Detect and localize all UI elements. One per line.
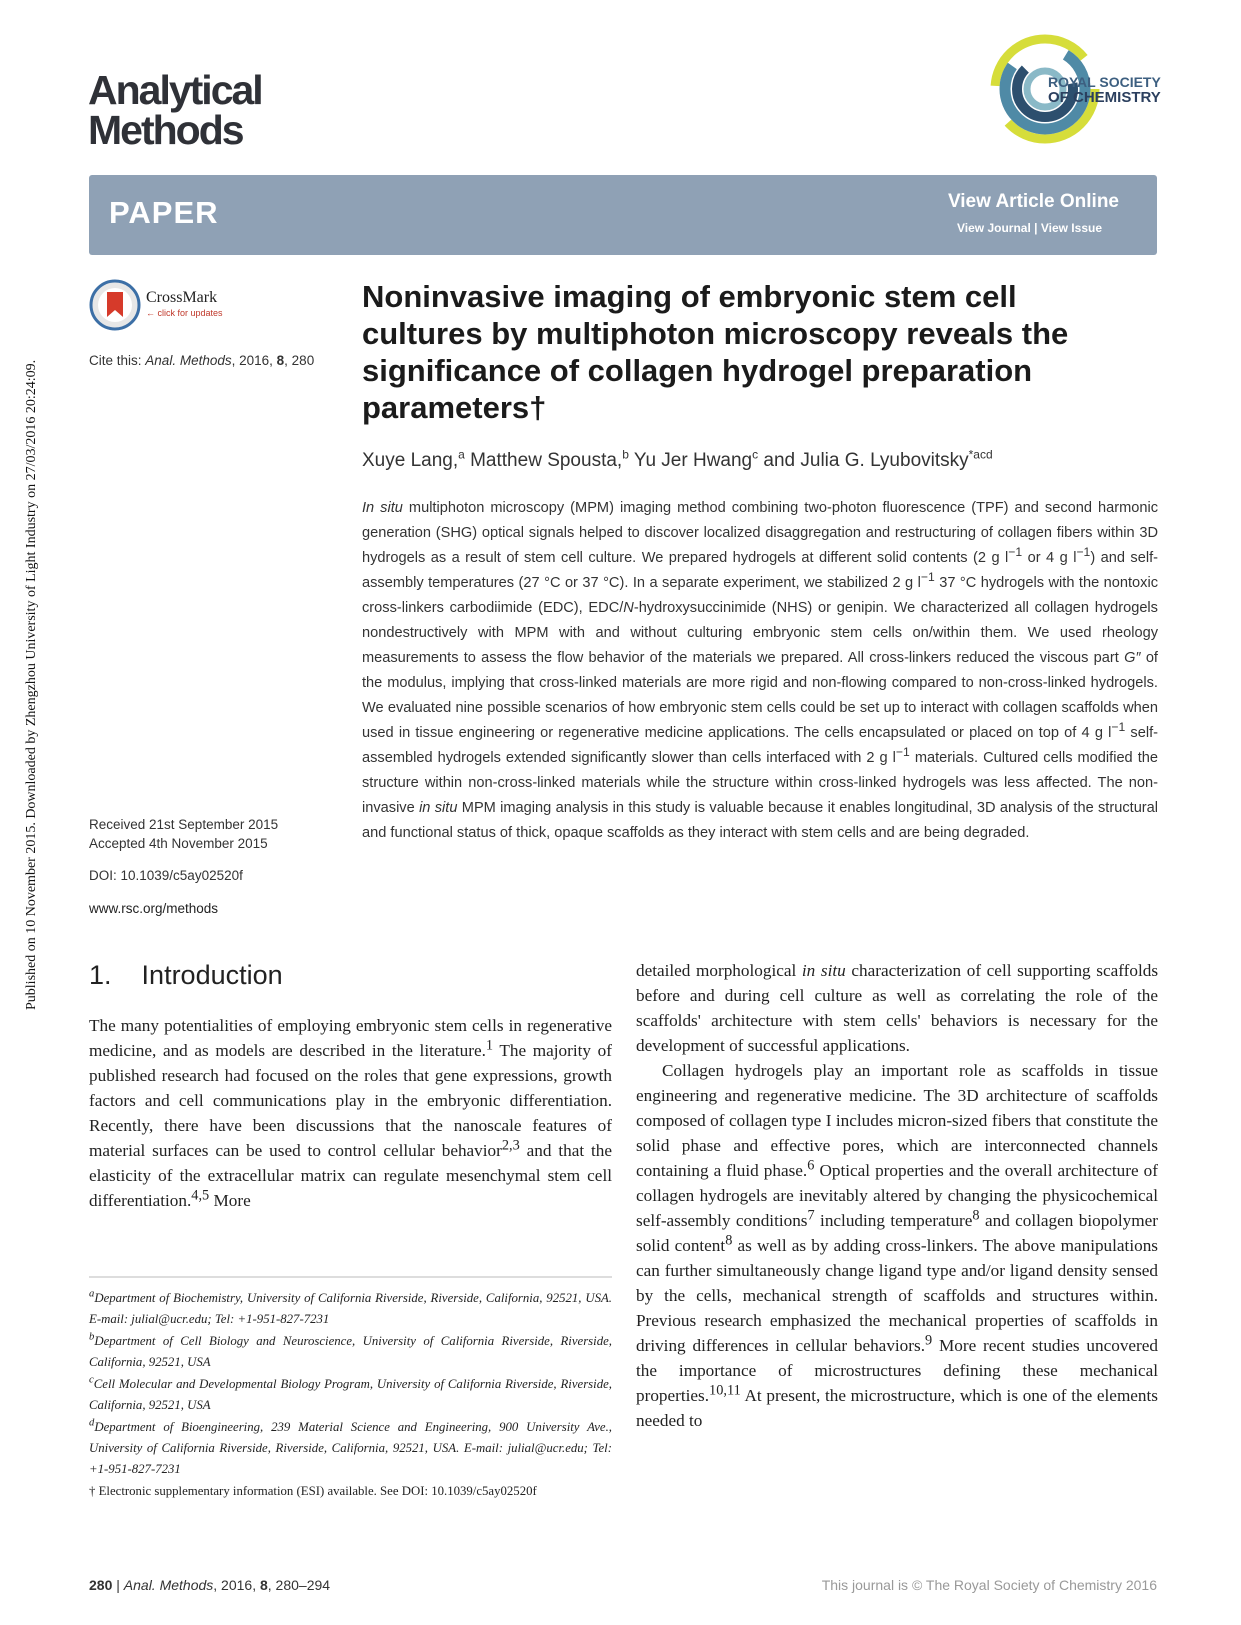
body-text: including temperature xyxy=(814,1211,973,1230)
journal-title[interactable] xyxy=(88,67,262,153)
cite-year: , 2016, xyxy=(231,353,277,368)
section-title: Introduction xyxy=(141,960,283,990)
abstract-text: materials. Cultured cells modified the structure within non-cross-linked materials while the structure within cross-linked hydrogels was less affected. The non-invasive xyxy=(362,750,1158,816)
article-title: Noninvasive imaging of embryonic stem cell cultures by multiphoton microscopy reveals the significance of collagen hydrogel preparation parameters† xyxy=(362,279,1069,425)
footer-pages: , 280–294 xyxy=(267,1577,331,1593)
abstract-sup: −1 xyxy=(920,570,935,585)
journal-website-link[interactable]: www.rsc.org/methods xyxy=(89,901,219,916)
body-text: Collagen hydrogels play an important role as scaffolds in tissue engineering and regenerative medicine. The 3D architecture of scaffolds composed of collagen type I includes micron-sized fibers that constitute the solid phase and effective pores, which are interconnected channels containing a fluid phase. xyxy=(636,1061,1158,1180)
abstract-text: -hydroxysuccinimide (NHS) or genipin. We characterized all collagen hydrogels nondestructively with MPM with and without culturing embryonic stem cells on/within them. We used rheology measurements to assess the flow behavior of the materials we prepared. All cross-linkers reduced the viscous part xyxy=(362,600,1158,666)
author-name: Matthew Spousta, xyxy=(464,450,623,471)
abstract-italic: N xyxy=(623,600,634,616)
abstract-text: or 4 g l xyxy=(1022,550,1077,566)
abstract-sup: −1 xyxy=(1111,720,1126,735)
citation-ref[interactable]: 8 xyxy=(972,1207,980,1224)
citation-ref[interactable]: 9 xyxy=(925,1332,933,1349)
abstract-sup: −1 xyxy=(895,745,910,760)
body-text: and that the elasticity of the extracellular matrix can regulate mesenchymal stem cell differentiation. xyxy=(89,1141,612,1210)
abstract xyxy=(362,496,1158,846)
citation-ref[interactable]: 2,3 xyxy=(501,1137,520,1154)
footnote-esi: † Electronic supplementary information (ESI) available. See DOI: 10.1039/c5ay02520f xyxy=(89,1484,537,1498)
link-separator: | xyxy=(1034,221,1038,235)
footnote-b xyxy=(89,1331,612,1373)
abstract-text: MPM imaging analysis in this study is valuable because it enables longitudinal, 3D analysis of the structural and functional status of thick, opaque scaffolds as they interact with stem cells and are being degraded. xyxy=(362,800,1159,841)
footnote-d xyxy=(89,1417,612,1480)
page-number: 280 xyxy=(89,1577,113,1593)
citation-ref[interactable]: 10,11 xyxy=(709,1382,741,1399)
abstract-sup: −1 xyxy=(1008,545,1023,560)
accepted-date: Accepted 4th November 2015 xyxy=(89,836,268,851)
rsc-name xyxy=(1048,75,1161,105)
footnote-text: Department of Biochemistry, University of California Riverside, Riverside, California, 92521, USA. E-mail: julial@ucr.edu; Tel: +1-951-827-7231 xyxy=(89,1291,612,1326)
abstract-italic: in situ xyxy=(419,800,458,816)
footer-sep: | xyxy=(112,1577,124,1593)
view-issue-link[interactable]: View Issue xyxy=(1040,221,1102,235)
body-text: More recent studies uncovered the importance of microstructures defining these mechanical properties. xyxy=(636,1336,1158,1405)
journal-title-line1: Analytical xyxy=(88,67,262,113)
footnote-mark: d xyxy=(89,1417,95,1429)
download-note xyxy=(6,250,39,1010)
section-heading xyxy=(89,960,283,991)
author-list xyxy=(362,447,1152,472)
intro-paragraph-1 xyxy=(89,1013,612,1213)
cite-journal: Anal. Methods xyxy=(145,353,232,368)
citation-ref[interactable]: 6 xyxy=(807,1157,815,1174)
footer-citation xyxy=(89,1577,330,1593)
body-text: More xyxy=(209,1191,251,1210)
footnote-divider xyxy=(89,1276,612,1278)
citation-ref[interactable]: 7 xyxy=(807,1207,815,1224)
citation-ref[interactable]: 4,5 xyxy=(191,1187,210,1204)
author-name: Xuye Lang, xyxy=(362,450,459,471)
footnote-mark: c xyxy=(89,1374,94,1386)
body-text: The many potentialities of employing embryonic stem cells in regenerative medicine, and as models are described in the literature. xyxy=(89,1016,612,1060)
doi[interactable]: DOI: 10.1039/c5ay02520f xyxy=(89,868,243,883)
body-text: The majority of published research had focused on the roles that gene expressions, growth factors and cell communications play in the embryonic differentiation. Recently, there have been discussions that the nanoscale features of material surfaces can be used to control cellular behavior xyxy=(89,1041,612,1160)
body-text: Optical properties and the overall architecture of collagen hydrogels are inevitably altered by changing the physicochemical self-assembly conditions xyxy=(636,1161,1158,1230)
abstract-sup: −1 xyxy=(1076,545,1091,560)
footer-journal: Anal. Methods xyxy=(123,1577,214,1593)
abstract-text: ) and self-assembly temperatures (27 °C or 37 °C). In a separate experiment, we stabilized 2 g l xyxy=(362,550,1159,591)
author-name: and Julia G. Lyubovitsky xyxy=(758,450,969,471)
intro-paragraph-3 xyxy=(636,1058,1158,1433)
crossmark-subtitle-text: click for updates xyxy=(157,308,223,318)
footnote-mark: a xyxy=(89,1288,95,1300)
crossmark-icon xyxy=(89,279,141,331)
footnote-mark: b xyxy=(89,1331,95,1343)
abstract-text: 37 °C hydrogels with the nontoxic cross-linkers carbodiimide (EDC), EDC/ xyxy=(362,575,1159,616)
affiliation-footnotes xyxy=(89,1288,612,1503)
footnote-a xyxy=(89,1288,612,1330)
author-affiliation: *acd xyxy=(968,447,993,462)
section-number: 1. xyxy=(89,960,112,990)
crossmark-title: CrossMark xyxy=(146,289,218,306)
crossmark-subtitle: ← click for updates xyxy=(146,308,223,318)
footer-copyright: This journal is © The Royal Society of Chemistry 2016 xyxy=(821,1577,1157,1593)
view-journal-link[interactable]: View Journal xyxy=(956,221,1031,235)
cite-page: , 280 xyxy=(284,353,315,368)
rsc-name-line1: ROYAL SOCIETY xyxy=(1048,74,1161,90)
abstract-text: of the modulus, implying that cross-linked materials are more rigid and non-flowing compared to non-cross-linked hydrogels. We evaluated nine possible scenarios of how embryonic stem cells could be set up to interact with collagen scaffolds when used in tissue engineering or regenerative medicine applications. The cells encapsulated or placed on top of 4 g l xyxy=(362,650,1158,741)
cite-volume: 8 xyxy=(276,353,285,368)
intro-paragraph-2 xyxy=(636,958,1158,1058)
journal-title-line2: Methods xyxy=(88,107,243,153)
footer-year: , 2016, xyxy=(213,1577,260,1593)
author-affiliation: a xyxy=(458,447,465,462)
cite-label: Cite this: xyxy=(89,353,142,368)
crossmark-badge[interactable] xyxy=(89,279,249,331)
body-text: At present, the microstructure, which is one of the elements needed to xyxy=(636,1386,1158,1430)
article-type: PAPER xyxy=(109,195,219,230)
article-dates xyxy=(89,815,278,853)
abstract-italic: G″ xyxy=(1124,650,1141,666)
citation-ref[interactable]: 1 xyxy=(485,1037,494,1054)
footnote-text: Department of Cell Biology and Neuroscience, University of California Riverside, Riverside, California, 92521, USA xyxy=(89,1334,612,1369)
footer-volume: 8 xyxy=(259,1577,268,1593)
body-text: as well as by adding cross-linkers. The above manipulations can further simultaneously change ligand type and/or ligand density sensed by the cells, mechanical strength of scaffolds and structures within. Previous research emphasized the mechanical properties of scaffolds in driving differences in cellular behaviors. xyxy=(636,1236,1158,1355)
body-text: and collagen biopolymer solid content xyxy=(636,1211,1158,1255)
intro-right-column xyxy=(636,958,1158,1433)
article-banner xyxy=(89,175,1157,255)
author-name: Yu Jer Hwang xyxy=(628,450,753,471)
footnote-text: Cell Molecular and Developmental Biology Program, University of California Riverside, Riverside, California, 92521, USA xyxy=(89,1377,612,1412)
body-text: detailed morphological xyxy=(636,961,802,980)
body-italic: in situ xyxy=(801,961,846,980)
abstract-lead: In situ xyxy=(362,500,403,516)
author-affiliation: c xyxy=(752,447,759,462)
abstract-text: self-assembled hydrogels extended significantly slower than cells interfaced with 2 g l xyxy=(362,725,1159,766)
abstract-text: multiphoton microscopy (MPM) imaging method combining two-photon fluorescence (TPF) and second harmonic generation (SHG) optical signals helped to discover localized disaggregation and restructuring of collagen fibers within 3D hydrogels as a result of stem cell culture. We prepared hydrogels at different solid contents (2 g l xyxy=(362,500,1159,566)
download-note-text: Published on 10 November 2015. Downloaded by Zhengzhou University of Light Industry on 27/03/2016 20:24:09. xyxy=(24,359,39,1010)
author-affiliation: b xyxy=(622,447,629,462)
citation-ref[interactable]: 8 xyxy=(725,1232,733,1249)
view-article-online-link[interactable]: View Article Online xyxy=(947,191,1119,212)
footnote-text: Department of Bioengineering, 239 Material Science and Engineering, 900 University Ave., University of California Riverside, Riverside, California, 92521, USA. E-mail: julial@ucr.edu; Tel: +1-951-827-7231 xyxy=(89,1420,612,1476)
received-date: Received 21st September 2015 xyxy=(89,817,279,832)
footnote-c xyxy=(89,1374,612,1416)
cite-this xyxy=(89,353,314,368)
body-text: characterization of cell supporting scaffolds before and during cell culture as well as correlating the role of the scaffolds' architecture with stem cells' behaviors is necessary for the development of successful applications. xyxy=(636,961,1159,1055)
view-links xyxy=(957,221,1102,235)
rsc-name-line2: OF CHEMISTRY xyxy=(1048,89,1161,106)
